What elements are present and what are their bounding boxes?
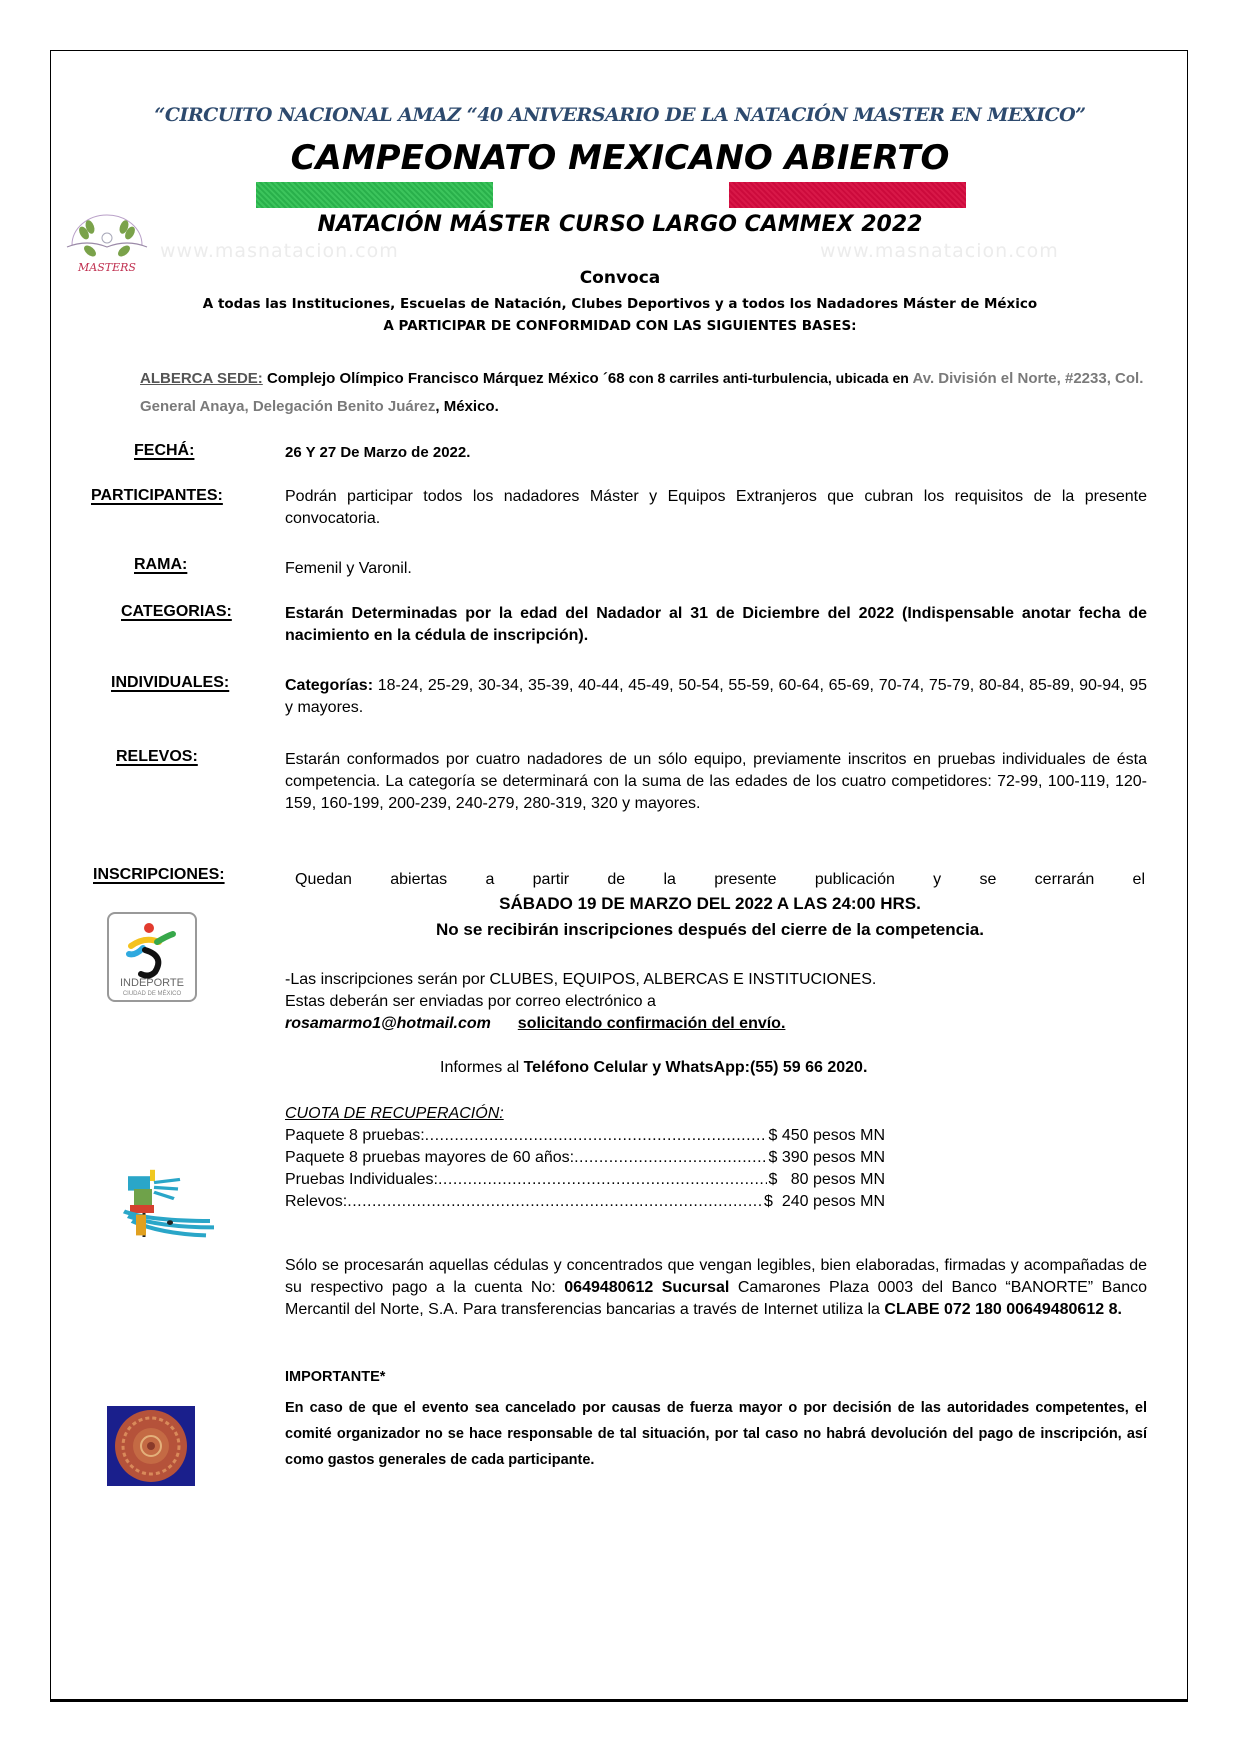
flag-white-stripe (493, 182, 730, 208)
registration-email-intro: Estas deberán ser enviadas por correo electrónico a (285, 993, 656, 1010)
individuales-prefix: Categorías: (285, 677, 374, 694)
registration-email[interactable]: rosamarmo1@hotmail.com (285, 1015, 491, 1032)
fee-row (285, 1147, 885, 1169)
payment-text-1: Sólo se procesarán aquellas cédulas y concentrados que vengan legibles, bien elaboradas, firmadas y acompañadas de su respectivo pago a la cuenta No: (285, 1257, 1147, 1296)
fee-row (285, 1125, 885, 1147)
venue-label: ALBERCA SEDE: (140, 370, 263, 387)
mexican-flag-bar (256, 182, 966, 208)
fee-name: Paquete 8 pruebas: (285, 1127, 425, 1144)
individuales-text (285, 675, 1147, 719)
contact-prefix: Informes al (440, 1059, 524, 1076)
registration-details (285, 969, 1147, 1035)
fecha-text: 26 Y 27 De Marzo de 2022. (285, 444, 471, 461)
convoca-heading: Convoca (579, 268, 661, 288)
fee-list (285, 1125, 885, 1213)
venue-name: Complejo Olímpico Francisco Márquez México ´68 (266, 370, 625, 387)
invitation-line: A todas las Instituciones, Escuelas de Natación, Clubes Deportivos y a todos los Nadadores Máster de México (202, 296, 1038, 312)
payment-text-2: Camarones Plaza 0003 del Banco “BANORTE” Banco Mercantil del Norte, S.A. Para transferencias bancarias a través de Internet utiliza la (285, 1279, 1148, 1318)
fees-section (285, 1103, 885, 1213)
important-title: IMPORTANTE* (285, 1369, 386, 1385)
flag-green-stripe (256, 182, 493, 208)
venue-details: con 8 carriles anti-turbulencia, ubicada en (628, 370, 909, 386)
fecha-label: FECHÁ: (134, 442, 195, 459)
categorias-label: CATEGORIAS: (121, 603, 232, 620)
registration-by-clubs: -Las inscripciones serán por CLUBES, EQUIPOS, ALBERCAS E INSTITUCIONES. (285, 971, 877, 988)
fee-name: Pruebas Individuales: (285, 1171, 438, 1188)
important-notice: En caso de que el evento sea cancelado por causas de fuerza mayor o por decisión de las autoridades competentes, el comité organizador no se hace responsable de tal situación, por tal caso no habrá devolución del pago de inscripción, así como gastos generales de cada participante. (285, 1400, 1147, 1468)
confirmation-request: solicitando confirmación del envío. (517, 1015, 786, 1032)
aztec-sun-stone-image (107, 1406, 195, 1486)
fees-title: CUOTA DE RECUPERACIÓN: (285, 1105, 504, 1122)
relevos-label: RELEVOS: (116, 748, 198, 765)
participantes-text: Podrán participar todos los nadadores Máster y Equipos Extranjeros que cubran los requisitos de la presente convocatoria. (285, 488, 1147, 527)
fee-leader-dots (347, 1191, 762, 1213)
rama-label: RAMA: (134, 556, 188, 573)
relevos-text: Estarán conformados por cuatro nadadores de un sólo equipo, previamente inscritos en pruebas individuales de ésta competencia. La categoría se determinará con la suma de las edades de los cuatro competidores: 72-99, 100-119, 120-159, 160-199, 200-239, 240-279, 280-319, 320 y mayores. (285, 751, 1147, 812)
fee-leader-dots (425, 1125, 767, 1147)
bases-line: A PARTICIPAR DE CONFORMIDAD CON LAS SIGUIENTES BASES: (383, 318, 857, 334)
deadline-text: SÁBADO 19 DE MARZO DEL 2022 A LAS 24:00 HRS. (499, 894, 921, 913)
circuit-title: “CIRCUITO NACIONAL AMAZ “40 ANIVERSARIO DE LA NATACIÓN MASTER EN MEXICO” (154, 104, 1086, 126)
participantes-label: PARTICIPANTES: (91, 487, 223, 504)
fee-row (285, 1169, 885, 1191)
contact-phone: Teléfono Celular y WhatsApp:(55) 59 66 2020. (523, 1059, 868, 1076)
venue-city: , México. (435, 398, 499, 415)
indeporte-logo (107, 912, 197, 1002)
categorias-text: Estarán Determinadas por la edad del Nadador al 31 de Diciembre del 2022 (Indispensable anotar fecha de nacimiento en la cédula de inscripción). (285, 605, 1147, 644)
watermark-text: www.masnatacion.com (160, 240, 399, 262)
inscripciones-label: INSCRIPCIONES: (93, 866, 225, 883)
fee-amount: $ 390 pesos MN (768, 1149, 885, 1166)
fee-leader-dots (438, 1169, 767, 1191)
clabe-number: CLABE 072 180 00649480612 8. (884, 1301, 1122, 1318)
main-title: CAMPEONATO MEXICANO ABIERTO (290, 138, 950, 178)
fee-amount: $ 450 pesos MN (768, 1127, 885, 1144)
fee-row (285, 1191, 885, 1213)
fee-name: Paquete 8 pruebas mayores de 60 años: (285, 1149, 575, 1166)
contact-info (440, 1059, 867, 1077)
fee-amount: $ 240 pesos MN (764, 1193, 885, 1210)
rama-text: Femenil y Varonil. (285, 560, 412, 577)
payment-instructions (285, 1255, 1147, 1321)
venue-address: Av. División el Norte, #2233, Col. General Anaya, Delegación Benito Juárez (140, 370, 1144, 415)
bank-account-number: 0649480612 Sucursal (564, 1279, 730, 1296)
fee-amount: $ 80 pesos MN (768, 1171, 885, 1188)
registration-email-line (285, 1013, 1147, 1035)
individuales-categories: 18-24, 25-29, 30-34, 35-39, 40-44, 45-49, 50-54, 55-59, 60-64, 65-69, 70-74, 75-79, 80-84, 85-89, 90-94, 95 y mayores. (285, 677, 1147, 716)
fee-name: Relevos: (285, 1193, 348, 1210)
aztec-deity-illustration (110, 1165, 230, 1245)
watermark-text: www.masnatacion.com (820, 240, 1059, 262)
venue-section (140, 364, 1145, 421)
no-late-registration-text: No se recibirán inscripciones después del cierre de la competencia. (435, 920, 984, 939)
sub-title: NATACIÓN MÁSTER CURSO LARGO CAMMEX 2022 (317, 212, 923, 237)
individuales-label: INDIVIDUALES: (111, 674, 230, 691)
indeporte-name: INDEPORTE (120, 977, 184, 989)
flag-red-stripe (729, 182, 966, 208)
indeporte-subtitle: CIUDAD DE MÉXICO (122, 991, 182, 997)
fee-leader-dots (574, 1147, 766, 1169)
masters-logo-text: MASTERS (78, 261, 136, 274)
inscripciones-intro: Quedan abiertas a partir de la presente publicación y se cerrarán el (295, 871, 1145, 888)
